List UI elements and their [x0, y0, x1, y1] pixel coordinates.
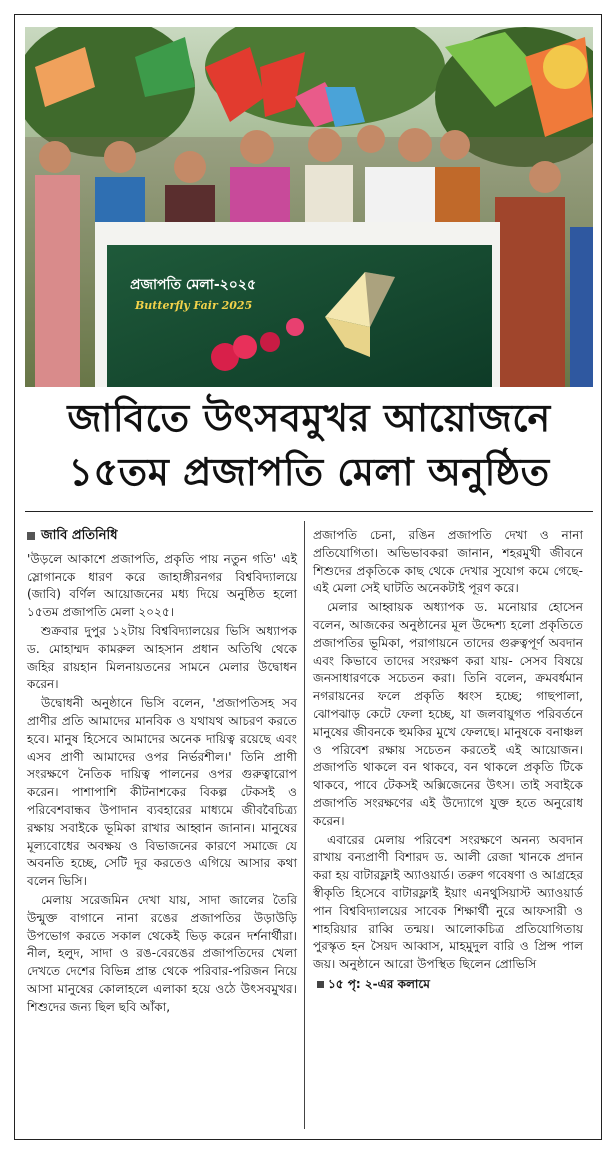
- paragraph: শুক্রবার দুপুর ১২টায় বিশ্ববিদ্যালয়ের ভিসি অধ্যাপক ড. মোহাম্মদ কামরুল আহসান প্রধান অতিথি থেকে জহির রায়হান মিলনায়তনের সামনে মেলার উদ্বোধন করেন।: [27, 623, 297, 692]
- byline-square-icon: [27, 532, 35, 540]
- byline: [27, 527, 297, 545]
- headline-rule: [25, 511, 593, 512]
- banner-title: প্রজাপতি মেলা-২০২৫: [130, 277, 257, 293]
- news-clipping: [14, 14, 602, 1140]
- continuation-note: [313, 976, 583, 994]
- paragraph: মেলায় সরেজমিন দেখা যায়, সাদা জালের তৈরি উন্মুক্ত বাগানে নানা রঙের প্রজাপতির উড়াউড়ি উপভোগ করতে সকাল থেকেই ভিড় করেন দর্শনার্থীরা। নীল, হলুদ, সাদা ও রঙ-বেরঙের প্রজাপতিদের খেলা দেখতে দেশের বিভিন্ন প্রান্ত থেকে পরিবার-পরিজন নিয়ে আসা মানুষের কোলাহলে এলাকা হয়ে ওঠে উৎসবমুখর। শিশুদের জন্য ছিল ছবি আঁকা,: [27, 892, 297, 1014]
- continuation-text: ১৫ পৃ: ২-এর কলামে: [328, 976, 430, 991]
- article-column-left: [27, 527, 297, 1018]
- banner-subtitle: Butterfly Fair 2025: [135, 299, 253, 312]
- paragraph: 'উড়লে আকাশে প্রজাপতি, প্রকৃতি পায় নতুন গতি' এই স্লোগানকে ধারণ করে জাহাঙ্গীরনগর বিশ্ববিদ্যালয়ে (জাবি) বর্ণিল আয়োজনের মধ্য দিয়ে অনুষ্ঠিত হলো ১৫তম প্রজাপতি মেলা ২০২৫।: [27, 551, 297, 620]
- paragraph: প্রজাপতি চেনা, রঙিন প্রজাপতি দেখা ও নানা প্রতিযোগিতা। অভিভাবকরা জানান, শহরমুখী জীবনে শিশুদের প্রকৃতিকে কাছ থেকে দেখার সুযোগ কমে গেছে- এই মেলা সেই ঘাটতি অনেকটাই পূরণ করে।: [313, 528, 583, 596]
- headline-line-2: ১৫তম প্রজাপতি মেলা অনুষ্ঠিত: [68, 450, 550, 494]
- continuation-square-icon: [317, 981, 324, 988]
- column-divider: [304, 521, 305, 1129]
- headline-line-1: জাবিতে উৎসবমুখর আয়োজনে: [67, 396, 551, 440]
- article-column-right: [313, 527, 583, 994]
- paragraph: উদ্বোধনী অনুষ্ঠানে ভিসি বলেন, 'প্রজাপতিসহ সব প্রাণীর প্রতি আমাদের মানবিক ও যথাযথ আচরণ করতে হবে। মানুষ হিসেবে আমাদের অনেক দায়িত্ব রয়েছে এবং এসব প্রাণী আমাদের ওপর নির্ভরশীল।' তিনি প্রাণী সংরক্ষণে নৈতিক দায়িত্ব পালনের ওপর গুরুত্বারোপ করেন। পাশাপাশি কীটনাশকের বিকল্প টেকসই ও পরিবেশবান্ধব উপাদান ব্যবহারের মাধ্যমে জীববৈচিত্র্য রক্ষায় সবাইকে ভূমিকা রাখার আহ্বান জানান। মানুষের মূল্যবোধের অবক্ষয় ও বিভাজনের কারণে সমাজে যে অবনতি হচ্ছে, সেটি দূর করতেও এগিয়ে আসার কথা বলেন ভিসি।: [27, 696, 297, 889]
- headline: [15, 391, 602, 499]
- paragraph: মেলার আহ্বায়ক অধ্যাপক ড. মনোয়ার হোসেন বলেন, আজকের অনুষ্ঠানের মূল উদ্দেশ্য হলো প্রকৃতিতে প্রজাপতির ভূমিকা, পরাগায়নে তাদের গুরুত্বপূর্ণ অবদান এবং কিভাবে তাদের সংরক্ষণ করা যায়- সেসব বিষয়ে জনসাধারণকে সচেতন করা। তিনি বলেন, ক্রমবর্ধমান নগরায়নের ফলে প্রকৃতি ধ্বংস হচ্ছে; গাছপালা, ঝোপঝাড় কেটে ফেলা হচ্ছে, যা জলবায়ুগত পরিবর্তনে মানুষের জীবনকে হুমকির মুখে ফেলছে। মানুষকে বনাঞ্চল ও পরিবেশ রক্ষায় সচেতন করতেই এই আয়োজন। প্রজাপতি থাকলে বন থাকবে, বন থাকলে প্রকৃতি টিকে থাকবে, পাবে টেকসই অক্সিজেনের উৎস। তাই সবাইকে প্রজাপতি সংরক্ষণের এই উদ্যোগে যুক্ত হতে অনুরোধ করেন।: [313, 600, 583, 828]
- byline-text: জাবি প্রতিনিধি: [41, 528, 118, 543]
- event-photo: [25, 27, 593, 387]
- paragraph: এবারের মেলায় পরিবেশ সংরক্ষণে অনন্য অবদান রাখায় বন্যপ্রাণী বিশারদ ড. আলী রেজা খানকে প্রদান করা হয় বাটারফ্লাই অ্যাওয়ার্ড। তরুণ গবেষণা ও আগ্রহের স্বীকৃতি হিসেবে বাটারফ্লাই ইয়াং এনথুসিয়াস্ট অ্যাওয়ার্ড পান বিশ্ববিদ্যালয়ের সাবেক শিক্ষার্থী নুরে আফসারী ও শাহরিয়ার রাব্বি তন্ময়। আলোকচিত্র প্রতিযোগিতায় পুরস্কৃত হন সৈয়দ আব্বাস, মাহমুদুল বারি ও প্রিন্স পাল জয়। অনুষ্ঠানে আরো উপস্থিত ছিলেন প্রোভিসি: [313, 832, 583, 972]
